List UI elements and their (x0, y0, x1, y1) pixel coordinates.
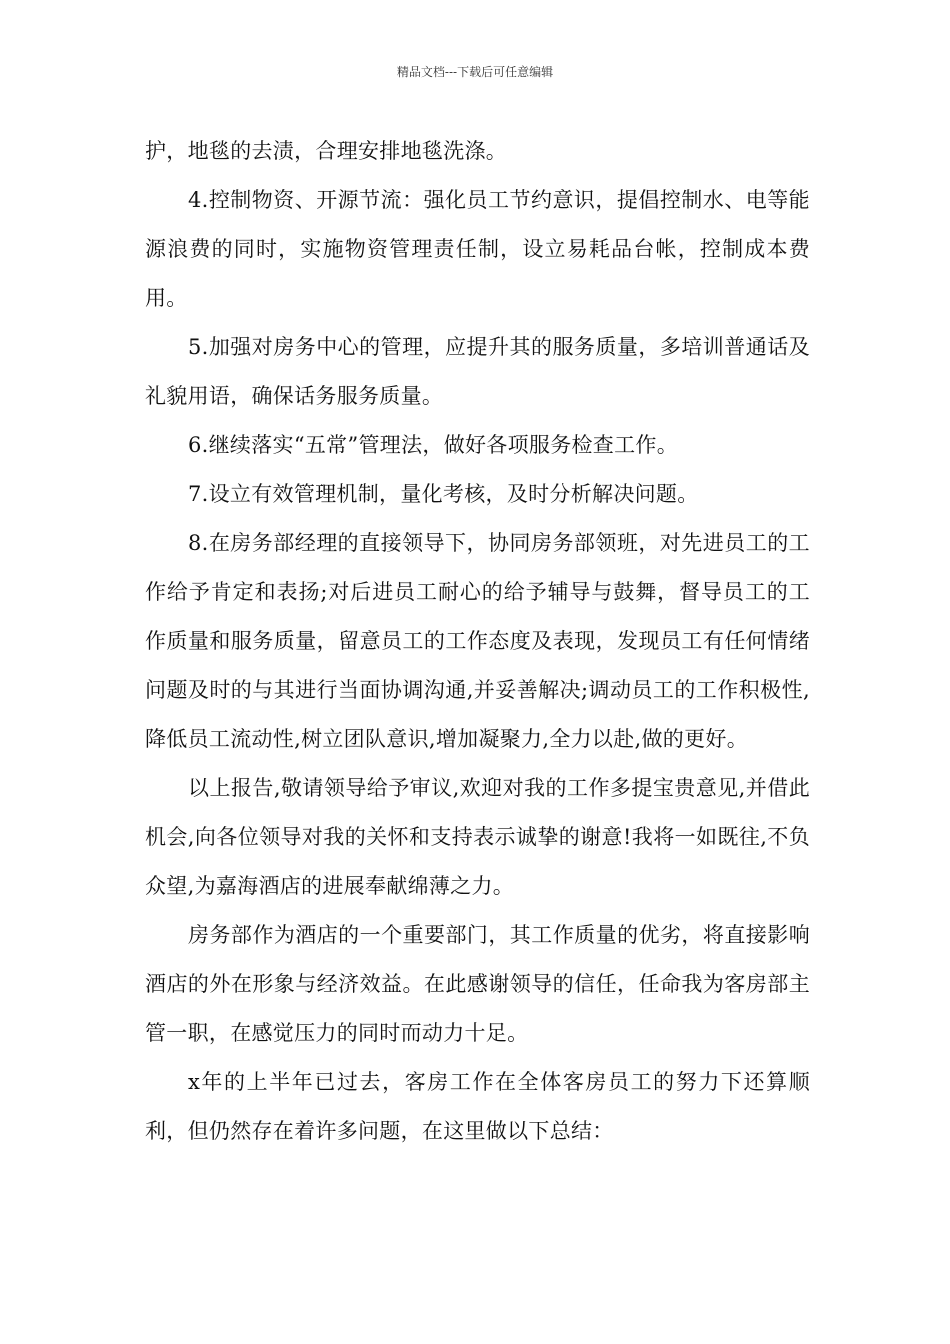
paragraph-item-5: 5.加强对房务中心的管理，应提升其的服务质量，多培训普通话及礼貌用语，确保话务服务质量。 (145, 335, 810, 408)
paragraph-carpet-care: 护，地毯的去渍，合理安排地毯洗涤。 (145, 139, 508, 163)
paragraph-item-7: 7.设立有效管理机制，量化考核，及时分析解决问题。 (188, 482, 699, 506)
paragraph-department-intro: 房务部作为酒店的一个重要部门，其工作质量的优劣，将直接影响酒店的外在形象与经济效益。在此感谢领导的信任，任命我为客房部主管一职，在感觉压力的同时而动力十足。 (145, 923, 810, 1045)
paragraph-item-8: 8.在房务部经理的直接领导下，协同房务部领班，对先进员工的工作给予肯定和表扬;对后进员工耐心的给予辅导与鼓舞，督导员工的工作质量和服务质量，留意员工的工作态度及表现，发现员工有任何情绪问题及时的与其进行当面协调沟通,并妥善解决;调动员工的工作积极性,降低员工流动性,树立团队意识,增加凝聚力,全力以赴,做的更好。 (145, 531, 810, 751)
paragraph-item-4: 4.控制物资、开源节流：强化员工节约意识，提倡控制水、电等能源浪费的同时，实施物资管理责任制，设立易耗品台帐，控制成本费用。 (145, 188, 810, 310)
paragraph-report-closing: 以上报告,敬请领导给予审议,欢迎对我的工作多提宝贵意见,并借此机会,向各位领导对我的关怀和支持表示诚挚的谢意!我将一如既往,不负众望,为嘉海酒店的进展奉献绵薄之力。 (145, 776, 810, 898)
paragraph-half-year-summary: x年的上半年已过去，客房工作在全体客房员工的努力下还算顺利，但仍然存在着许多问题，在这里做以下总结： (145, 1070, 810, 1143)
paragraph-item-6: 6.继续落实“五常”管理法，做好各项服务检查工作。 (188, 433, 679, 457)
page-header: 精品文档---下载后可任意编辑 (396, 65, 554, 79)
document-body (145, 127, 810, 1156)
